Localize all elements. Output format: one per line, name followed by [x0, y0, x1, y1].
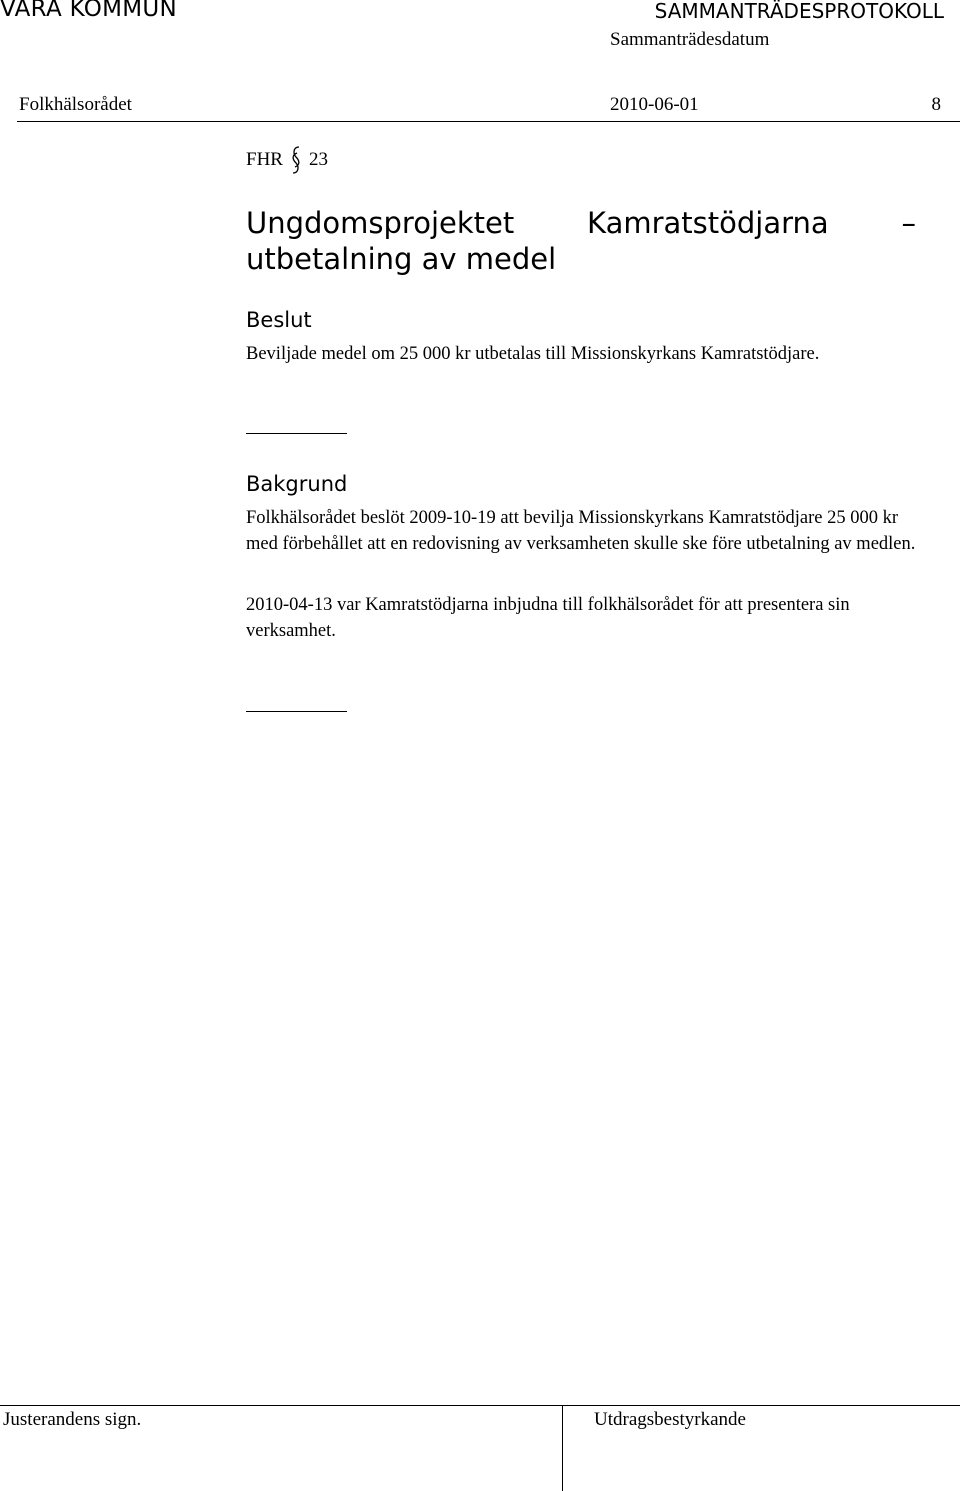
- decision-heading: Beslut: [246, 308, 312, 332]
- section-sign-icon: [290, 145, 302, 175]
- paragraph-reference: [246, 145, 328, 175]
- committee-name: Folkhälsorådet: [19, 94, 132, 115]
- decision-text: Beviljade medel om 25 000 kr utbetalas till Missionskyrkans Kamratstödjare.: [246, 344, 820, 364]
- section-divider: [246, 433, 347, 434]
- document-type: SAMMANTRÄDESPROTOKOLL: [654, 0, 944, 23]
- page-title: Ungdomsprojektet Kamratstödjarna – utbetalning av medel: [246, 206, 916, 276]
- section-divider: [246, 711, 347, 712]
- paragraph-prefix: FHR: [246, 149, 283, 170]
- meeting-date-label: Sammanträdesdatum: [610, 29, 770, 50]
- header-divider: [17, 121, 960, 122]
- background-heading: Bakgrund: [246, 472, 348, 496]
- footer-divider: [0, 1405, 960, 1406]
- certification-label: Utdragsbestyrkande: [594, 1409, 746, 1430]
- page-number: 8: [931, 94, 941, 115]
- background-paragraph: Folkhälsorådet beslöt 2009-10-19 att bevilja Missionskyrkans Kamratstödjare 25 000 kr med förbehållet att en redovisning av verksamheten skulle ske före utbetalning av medlen.: [246, 508, 916, 554]
- paragraph-number: 23: [308, 149, 328, 170]
- background-paragraph: 2010-04-13 var Kamratstödjarna inbjudna till folkhälsorådet för att presentera sin verksamhet.: [246, 595, 850, 641]
- meeting-date: 2010-06-01: [610, 94, 699, 115]
- org-name: VARA KOMMUN: [0, 0, 178, 22]
- signature-label: Justerandens sign.: [3, 1409, 142, 1430]
- footer-column-divider: [562, 1405, 563, 1491]
